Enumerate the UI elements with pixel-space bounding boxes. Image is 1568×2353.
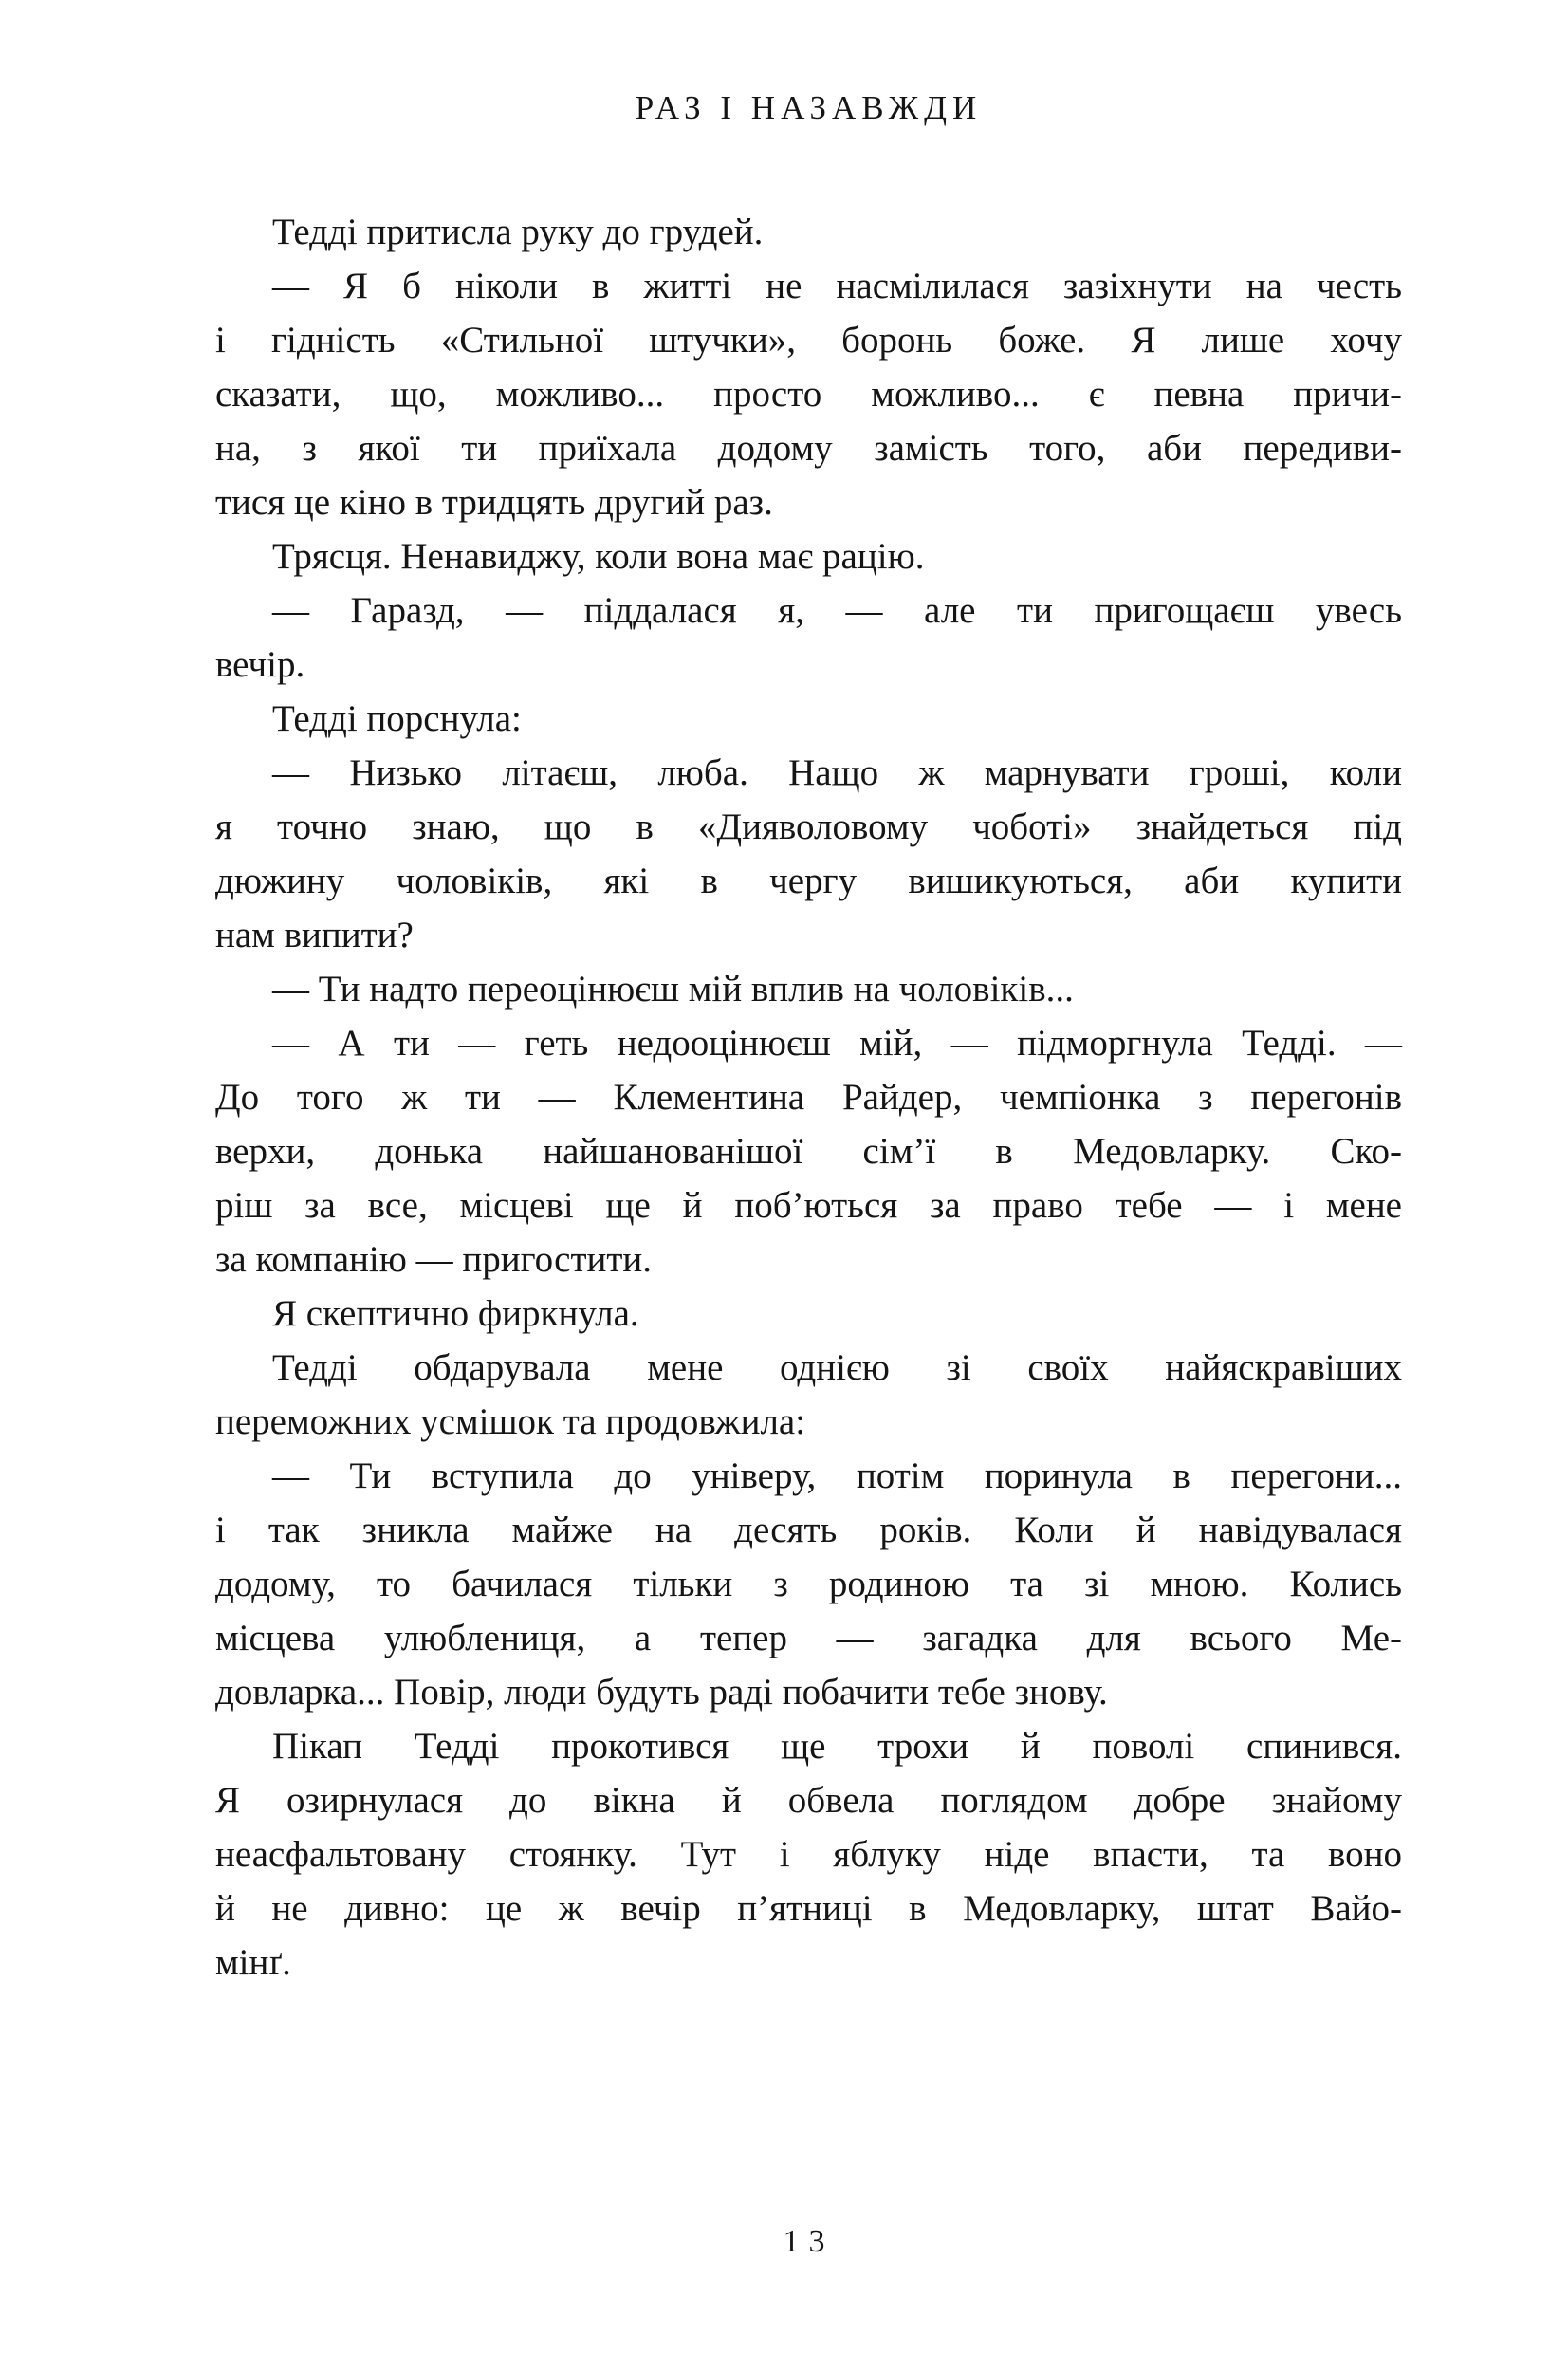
- text-line: дюжину чоловіків, які в чергу вишикуються, аби купити: [215, 861, 1402, 901]
- running-head: РАЗ І НАЗАВЖДИ: [635, 89, 983, 126]
- text-line: — Низько літаєш, люба. Нащо ж марнувати гроші, коли: [272, 752, 1402, 793]
- paragraph: [215, 1449, 1402, 1719]
- text-line: Трясця. Ненавиджу, коли вона має рацію.: [272, 536, 925, 577]
- text-line: Тедді порснула:: [272, 698, 522, 739]
- text-line: — Я б ніколи в житті не насмілилася зазіхнути на честь: [272, 266, 1402, 306]
- text-line: неасфальтовану стоянку. Тут і яблуку ніде впасти, та воно: [215, 1834, 1402, 1875]
- text-line: тися це кіно в тридцять другий раз.: [215, 482, 773, 523]
- text-line: Я озирнулася до вікна й обвела поглядом добре знайому: [215, 1780, 1402, 1821]
- text-line: — А ти — геть недооцінюєш мій, — підморгнула Тедді. —: [272, 1023, 1402, 1064]
- page-number: 13: [783, 2224, 835, 2259]
- text-line: й не дивно: це ж вечір п’ятниці в Медовларку, штат Вайо-: [215, 1888, 1402, 1929]
- text-line: додому, то бачилася тільки з родиною та зі мною. Колись: [215, 1564, 1402, 1604]
- paragraph: [215, 1341, 1402, 1449]
- text-line: переможних усмішок та продовжила:: [215, 1401, 806, 1442]
- paragraph: [215, 962, 1402, 1016]
- text-line: на, з якої ти приїхала додому замість того, аби передиви-: [215, 428, 1402, 469]
- text-line: і гідність «Стильної штучки», боронь боже. Я лише хочу: [215, 320, 1402, 361]
- text-line: — Гаразд, — піддалася я, — але ти пригощаєш увесь: [272, 590, 1402, 631]
- text-line: і так зникла майже на десять років. Коли й навідувалася: [215, 1510, 1402, 1550]
- body-text: [215, 205, 1402, 1990]
- paragraph: [215, 529, 1402, 584]
- paragraph: [215, 584, 1402, 692]
- paragraph: [215, 1016, 1402, 1287]
- text-line: вечір.: [215, 644, 305, 685]
- text-line: мінґ.: [215, 1942, 291, 1983]
- text-line: сказати, що, можливо... просто можливо... є певна причи-: [215, 374, 1402, 415]
- text-line: Тедді обдарувала мене однією зі своїх найяскравіших: [272, 1347, 1402, 1388]
- text-line: Я скептично фиркнула.: [272, 1293, 639, 1334]
- paragraph: [215, 1719, 1402, 1990]
- text-line: місцева улюблениця, а тепер — загадка для всього Ме-: [215, 1618, 1402, 1658]
- paragraph: [215, 1287, 1402, 1341]
- paragraph: [215, 692, 1402, 746]
- text-line: верхи, донька найшанованішої сім’ї в Медовларку. Ско-: [215, 1131, 1402, 1172]
- text-line: Тедді притисла руку до грудей.: [272, 212, 764, 252]
- text-line: — Ти надто переоцінюєш мій вплив на чоловіків...: [272, 969, 1074, 1010]
- paragraph: [215, 746, 1402, 962]
- text-line: довларка... Повір, люди будуть раді побачити тебе знову.: [215, 1672, 1108, 1713]
- text-line: я точно знаю, що в «Дияволовому чоботі» знайдеться під: [215, 806, 1402, 847]
- paragraph: [215, 259, 1402, 529]
- text-line: — Ти вступила до універу, потім поринула в перегони...: [272, 1455, 1402, 1496]
- text-line: Пікап Тедді прокотився ще трохи й поволі спинився.: [272, 1726, 1402, 1767]
- text-line: ріш за все, місцеві ще й поб’ються за право тебе — і мене: [215, 1185, 1402, 1226]
- text-line: за компанію — пригостити.: [215, 1239, 653, 1280]
- text-line: нам випити?: [215, 915, 414, 955]
- text-line: До того ж ти — Клементина Райдер, чемпіонка з перегонів: [215, 1077, 1402, 1118]
- paragraph: [215, 205, 1402, 259]
